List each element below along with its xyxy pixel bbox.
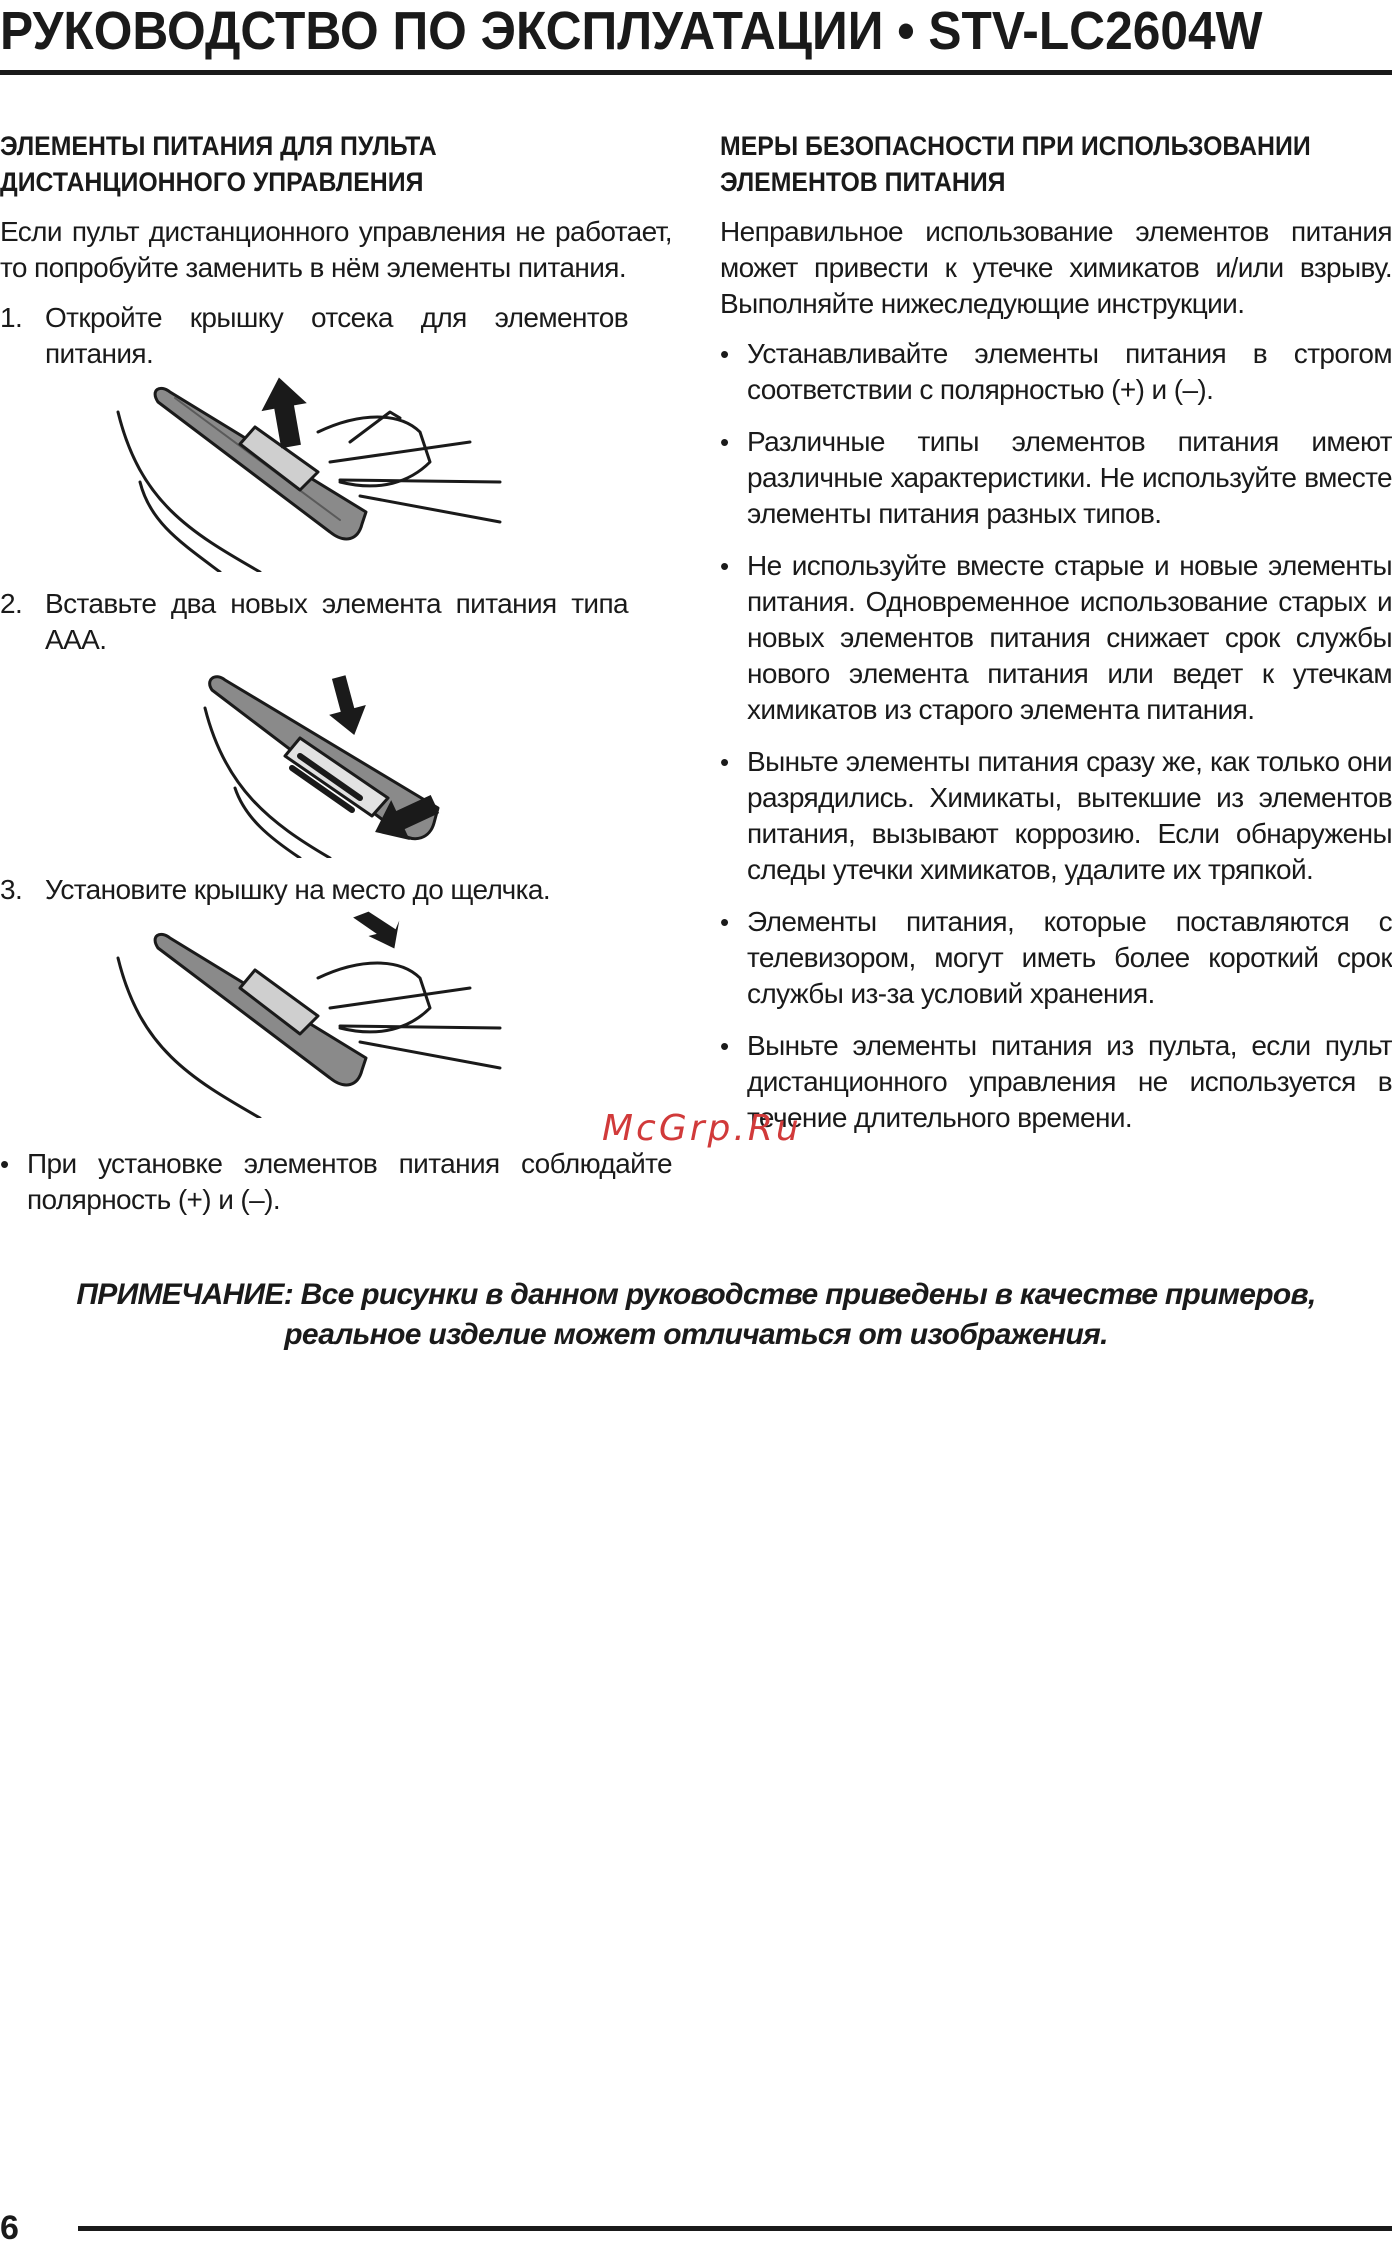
watermark: McGrp.Ru [602,1108,802,1149]
note: ПРИМЕЧАНИЕ: Все рисунки в данном руководстве приведены в качестве примеров, реальное изделие может отличаться от изображения. [76,1278,1316,1351]
safety-item [720,904,1392,1012]
bullet-icon: • [720,339,729,369]
step-text: Установите крышку на место до щелчка. [45,874,551,905]
step-number: 2. [0,588,23,619]
remote-open-cover-illustration [0,372,672,572]
bullet-icon: • [720,747,729,777]
right-column [720,128,1392,1152]
bullet-icon: • [720,1031,729,1061]
remote-close-cover-illustration [0,908,672,1118]
left-heading: ЭЛЕМЕНТЫ ПИТАНИЯ ДЛЯ ПУЛЬТА ДИСТАНЦИОННОГО УПРАВЛЕНИЯ [0,131,437,197]
left-column [0,128,672,1234]
safety-item-text: Устанавливайте элементы питания в строгом соответствии с полярностью (+) и (–). [747,338,1392,405]
page-number: 6 [0,2209,19,2247]
safety-item [720,1028,1392,1136]
safety-item [720,424,1392,532]
safety-item-text: Элементы питания, которые поставляются с телевизором, могут иметь более короткий срок службы из-за условий хранения. [747,906,1392,1009]
right-intro: Неправильное использование элементов питания может привести к утечке химикатов и/или взрыву. Выполняйте нижеследующие инструкции. [720,216,1392,319]
step-1 [0,300,628,372]
step-text: Вставьте два новых элемента питания типа AAA. [45,588,628,655]
bullet-icon: • [720,427,729,457]
safety-item-text: Выньте элементы питания сразу же, как только они разрядились. Химикаты, вытекшие из элементов питания, вызывают коррозию. Если обнаружены следы утечки химикатов, удалите их тряпкой. [747,746,1392,885]
step-2 [0,586,628,658]
safety-item-text: Выньте элементы питания из пульта, если пульт дистанционного управления не используется в течение длительного времени. [747,1030,1392,1133]
safety-item [720,548,1392,728]
step-number: 3. [0,874,23,905]
safety-item-text: Различные типы элементов питания имеют различные характеристики. Не используйте вместе элементы питания разных типов. [747,426,1392,529]
title-divider [0,70,1392,75]
safety-item [720,336,1392,408]
bullet-icon: • [720,907,729,937]
safety-item [720,744,1392,888]
left-bullet [0,1146,672,1218]
right-heading: МЕРЫ БЕЗОПАСНОСТИ ПРИ ИСПОЛЬЗОВАНИИ ЭЛЕМЕНТОВ ПИТАНИЯ [720,131,1311,197]
step-3 [0,872,628,908]
step-text: Откройте крышку отсека для элементов питания. [45,302,628,369]
remote-insert-batteries-illustration [0,658,672,858]
page-title: РУКОВОДСТВО ПО ЭКСПЛУАТАЦИИ • STV-LC2604W [0,1,1263,61]
footer-divider [78,2226,1392,2231]
bullet-icon: • [720,551,729,581]
step-number: 1. [0,302,23,333]
safety-item-text: Не используйте вместе старые и новые элементы питания. Одновременное использование старых и новых элементов питания снижает срок службы нового элемента питания или ведет к утечкам химикатов из старого элемента питания. [747,550,1392,725]
bullet-icon: • [0,1149,9,1179]
bullet-text: При установке элементов питания соблюдайте полярность (+) и (–). [27,1148,672,1215]
left-intro: Если пульт дистанционного управления не работает, то попробуйте заменить в нём элементы питания. [0,216,672,283]
